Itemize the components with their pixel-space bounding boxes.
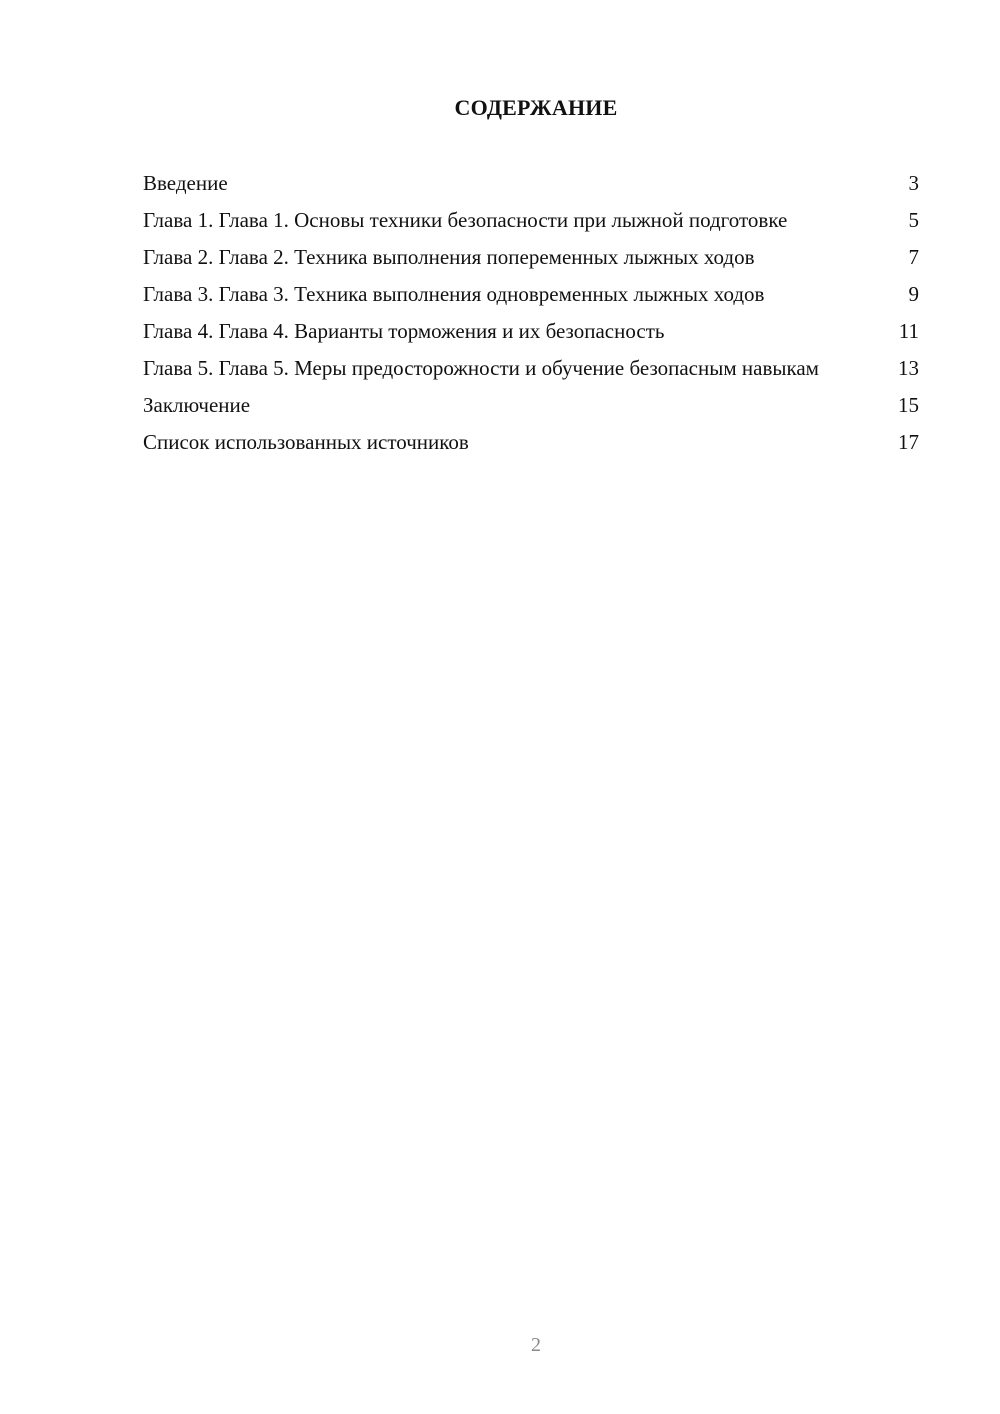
toc-item-chapter-4[interactable] <box>143 318 919 345</box>
toc-item-chapter-3[interactable] <box>143 281 919 308</box>
toc-item-introduction[interactable] <box>143 170 919 197</box>
toc-item-page: 11 <box>898 319 919 343</box>
toc-item-label: Глава 2. Глава 2. Техника выполнения попеременных лыжных ходов <box>143 245 755 269</box>
toc-item-page: 7 <box>908 245 919 269</box>
toc-item-page: 5 <box>908 208 919 232</box>
toc-item-conclusion[interactable] <box>143 392 919 419</box>
toc-item-references[interactable] <box>143 429 919 456</box>
toc-item-chapter-2[interactable] <box>143 244 919 271</box>
toc-item-label: Глава 3. Глава 3. Техника выполнения одновременных лыжных ходов <box>143 282 765 306</box>
toc-item-chapter-1[interactable] <box>143 207 919 234</box>
toc-item-label: Глава 4. Глава 4. Варианты торможения и их безопасность <box>143 319 665 343</box>
toc-item-page: 3 <box>908 171 919 195</box>
table-of-contents <box>143 170 919 466</box>
toc-item-chapter-5[interactable] <box>143 355 919 382</box>
toc-item-page: 9 <box>908 282 919 306</box>
page-number: 2 <box>531 1334 541 1356</box>
toc-item-label: Список использованных источников <box>143 430 469 454</box>
toc-item-label: Введение <box>143 171 228 195</box>
toc-item-page: 17 <box>898 430 919 454</box>
toc-title: СОДЕРЖАНИЕ <box>454 95 618 120</box>
toc-item-page: 15 <box>898 393 919 417</box>
toc-item-label: Глава 1. Глава 1. Основы техники безопасности при лыжной подготовке <box>143 208 788 232</box>
toc-item-page: 13 <box>898 356 919 380</box>
toc-item-label: Глава 5. Глава 5. Меры предосторожности и обучение безопасным навыкам <box>143 356 819 380</box>
toc-item-label: Заключение <box>143 393 251 417</box>
